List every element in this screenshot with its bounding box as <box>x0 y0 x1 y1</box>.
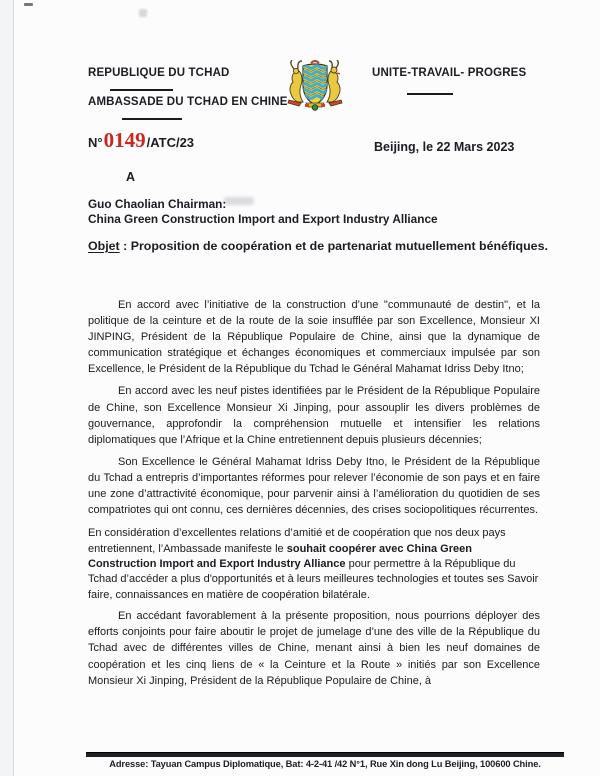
subject-label: Objet <box>88 239 120 253</box>
divider <box>122 118 182 120</box>
scan-artifact <box>139 9 147 17</box>
subject-line <box>88 238 550 255</box>
divider <box>110 89 173 91</box>
scan-edge <box>0 0 14 776</box>
paragraph-4-bold-alliance: souhait coopérer avec China Green Construction Import and Export Industry Alliance <box>88 542 472 571</box>
scan-artifact <box>24 3 33 6</box>
paragraph-5: En accédant favorablement à la présente proposition, nous pourrions déployer des efforts conjoints pour faire aboutir le projet de jumelage d’une des ville de la République du Tchad avec de différentes villes de Chine, menant ainsi à bien les neuf domaines de coopération et les cinq liens de « la Ceinture et la Route » initiés par son Excellence Monsieur Xi Jinping, Président de la République Populaire de Chine, à <box>88 610 540 687</box>
paragraph-4 <box>88 526 540 603</box>
paragraph-4-text: En considération d’excellentes relations d’amitié et de coopération que nos deux pays entretiennent, l’Ambassade manifeste le <box>88 527 506 555</box>
footer-rule <box>86 752 564 757</box>
recipient-name: Guo Chaolian Chairman: <box>88 197 227 211</box>
letter-body <box>88 297 540 689</box>
recipient-organization: China Green Construction Import and Export Industry Alliance <box>88 212 438 226</box>
reference-number <box>88 130 194 151</box>
ref-prefix: N° <box>88 135 103 150</box>
paragraph-1: En accord avec l’initiative de la construction d’une "communauté de destin", et la politique de la ceinture et de la route de la soie insufflée par son Excellence, Monsieur XI JINPING, Président de la République Populaire de Chine, ainsi que la dynamique de communication stratégique et échanges économiques et commerciaux impulsée par son Excellence, le Président de la République du Tchad le Général Mahamat Idriss Deby Itno; <box>88 299 540 376</box>
letterhead-embassy: AMBASSADE DU TCHAD EN CHINE <box>88 96 288 108</box>
footer-address: Adresse: Tayuan Campus Diplomatique, Bat: 4-2-41 /42 N°1, Rue Xin dong Lu Beijing, 100600 Chine. <box>109 759 541 769</box>
subject-text: Proposition de coopération et de partenariat mutuellement bénéfiques. <box>130 239 548 253</box>
date-line: Beijing, le 22 Mars 2023 <box>374 140 515 154</box>
chad-coat-of-arms-icon <box>281 60 349 112</box>
subject-separator: : <box>119 239 131 253</box>
paragraph-4-text: pour permettre à la République du Tchad d’accéder a plus d'opportunités et à leurs meilleures technologies et toutes ses Savoir faire, connaissances en matière de coopération bilatérale. <box>88 558 539 601</box>
letterhead-country: REPUBLIQUE DU TCHAD <box>88 67 230 79</box>
ref-number-red: 0149 <box>103 128 146 152</box>
divider <box>407 93 453 95</box>
ref-suffix: /ATC/23 <box>146 135 195 150</box>
paragraph-2: En accord avec les neuf pistes identifiées par le Président de la République Populaire de Chine, son Excellence Monsieur Xi Jinping, pour assouplir les divers problèmes de gouvernance, approfondir la compréhension mutuelle et intensifier les relations diplomatiques que l’Afrique et la Chine entretiennent depuis plusieurs décennies; <box>88 385 540 446</box>
paragraph-3: Son Excellence le Général Mahamat Idriss Deby Itno, le Président de la République du Tchad a entrepris d’importantes réformes pour relever l’économie de son pays et en faire une zone d’attractivité économique, pour parvenir ainsi à l’amélioration du quotidien de ses compatriotes qui ont connu, ces dernières décennies, des crises sociopolitiques récurrentes. <box>88 455 540 517</box>
recipient-block <box>88 197 438 227</box>
letterhead-motto: UNITE-TRAVAIL- PROGRES <box>372 67 527 79</box>
salutation: A <box>126 170 136 184</box>
